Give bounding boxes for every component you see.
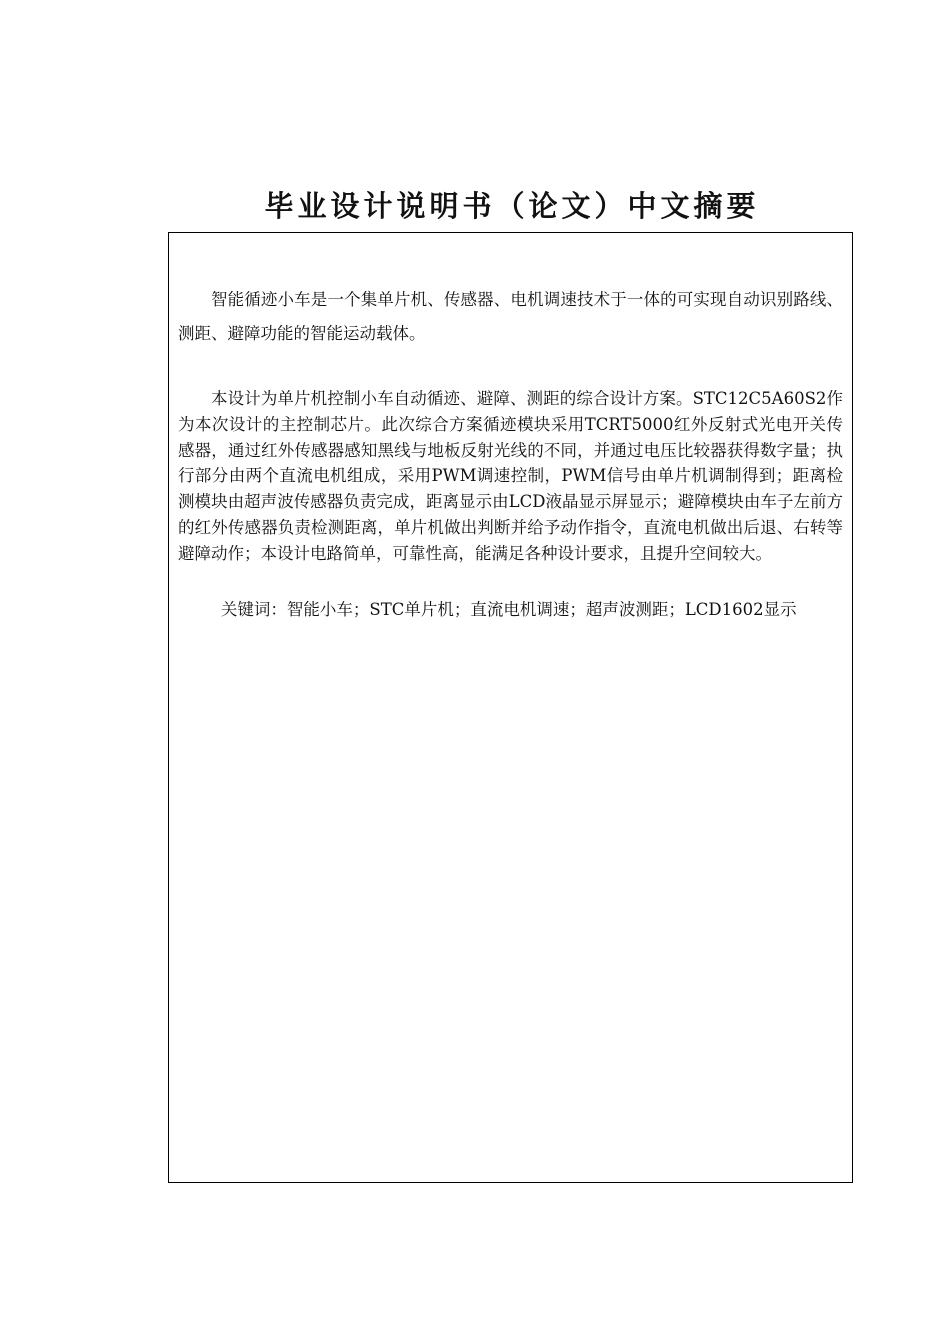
abstract-frame [168,232,853,1183]
abstract-paragraph-1: 智能循迹小车是一个集单片机、传感器、电机调速技术于一体的可实现自动识别路线、测距、避障功能的智能运动载体。 [178,290,843,343]
page-title: 毕业设计说明书（论文）中文摘要 [264,189,760,223]
abstract-body [178,283,843,625]
keywords-line: 关键词：智能小车；STC单片机；直流电机调速；超声波测距；LCD1602显示 [220,599,797,619]
abstract-paragraph-2: 本设计为单片机控制小车自动循迹、避障、测距的综合设计方案。STC12C5A60S2作为本次设计的主控制芯片。此次综合方案循迹模块采用TCRT5000红外反射式光电开关传感器，通过红外传感器感知黑线与地板反射光线的不同，并通过电压比较器获得数字量；执行部分由两个直流电机组成，采用PWM调速控制，PWM信号由单片机调制得到；距离检测模块由超声波传感器负责完成，距离显示由LCD液晶显示屏显示；避障模块由车子左前方的红外传感器负责检测距离，单片机做出判断并给予动作指令，直流电机做出后退、右转等避障动作；本设计电路简单，可靠性高，能满足各种设计要求，且提升空间较大。 [178,389,843,563]
